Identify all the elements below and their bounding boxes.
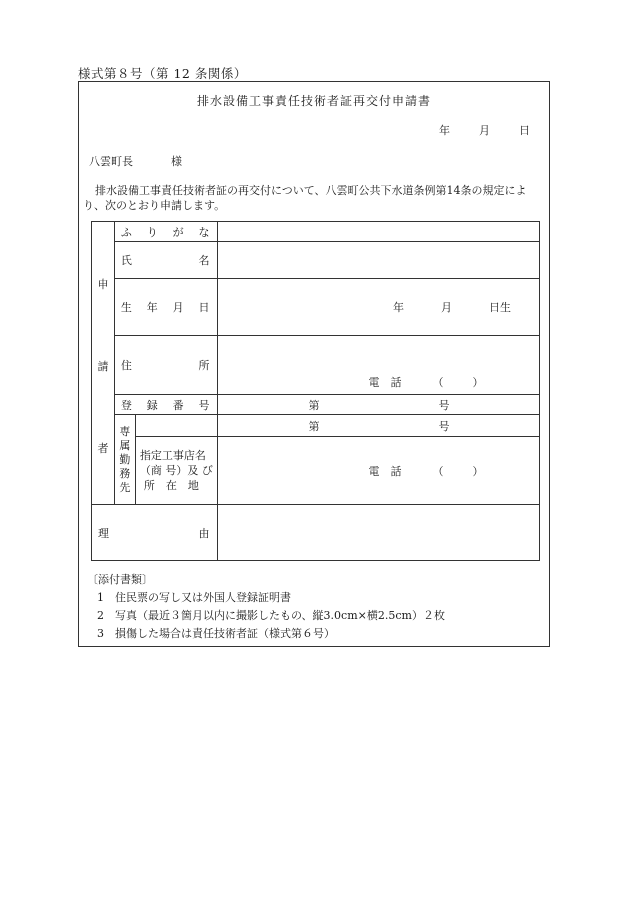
birth-month-label: 月 [441, 301, 452, 314]
applicant-side-char-1: 申 [97, 278, 109, 291]
date-line [439, 122, 531, 138]
name-label: 氏 名 [114, 242, 218, 279]
birth-day-label: 日生 [489, 301, 511, 314]
shop-name-address-field[interactable]: 電 話 （ ） [218, 437, 540, 505]
shop-number-prefix: 第 [308, 419, 320, 433]
exclusive-workplace-label: 専 属 勤 務 先 [114, 415, 135, 505]
shop-phone-label: 電 話 [368, 464, 402, 478]
document-title: 排水設備工事責任技術者証再交付申請書 [196, 94, 431, 108]
applicant-side-label [92, 222, 115, 505]
applicant-side-char-2: 請 [97, 360, 109, 373]
reason-label: 理 由 [92, 505, 218, 561]
registration-suffix: 号 [438, 398, 450, 412]
name-field[interactable] [218, 242, 540, 279]
reason-field[interactable] [218, 505, 540, 561]
date-month-label: 月 [479, 124, 490, 137]
attachments-heading: 〔添付書類〕 [87, 573, 153, 586]
intro-text: 排水設備工事責任技術者証の再交付について、八雲町公共下水道条例第14条の規定により、次のとおり申請します。 [83, 184, 527, 212]
shop-number-label [135, 415, 218, 437]
shop-number-field[interactable] [218, 415, 540, 437]
date-year-label: 年 [439, 124, 450, 137]
addressee [89, 153, 182, 169]
address-field[interactable]: 電 話 （ ） [218, 336, 540, 395]
registration-number-label: 登 録 番 号 [114, 395, 218, 415]
application-table [91, 221, 540, 561]
registration-number-field[interactable] [218, 395, 540, 415]
address-phone-label: 電 話 [368, 376, 402, 389]
registration-prefix: 第 [308, 398, 320, 412]
form-number: 様式第８号（第 12 条関係） [78, 66, 247, 81]
attachment-item-2: 2 写真（最近３箇月以内に撮影したもの、縦3.0cm×横2.5cm）２枚 [97, 609, 445, 622]
birthdate-field[interactable] [218, 279, 540, 336]
attachment-item-1: 1 住民票の写し又は外国人登録証明書 [97, 591, 291, 604]
furigana-label: ふ り が な [114, 222, 218, 242]
addressee-name: 八雲町長 [89, 155, 133, 168]
attachment-item-3: 3 損傷した場合は責任技術者証（様式第６号） [97, 627, 335, 640]
furigana-field[interactable] [218, 222, 540, 242]
application-form [78, 81, 550, 647]
date-day-label: 日 [519, 124, 530, 137]
birthdate-label: 生 年 月 日 [114, 279, 218, 336]
address-label: 住 所 [114, 336, 218, 395]
shop-name-address-label: 指定工事店名 （商 号）及 び 所 在 地 [135, 437, 218, 505]
applicant-side-char-3: 者 [97, 442, 109, 455]
birth-year-label: 年 [393, 301, 404, 314]
addressee-honorific: 様 [171, 155, 182, 168]
shop-number-suffix: 号 [438, 419, 450, 433]
